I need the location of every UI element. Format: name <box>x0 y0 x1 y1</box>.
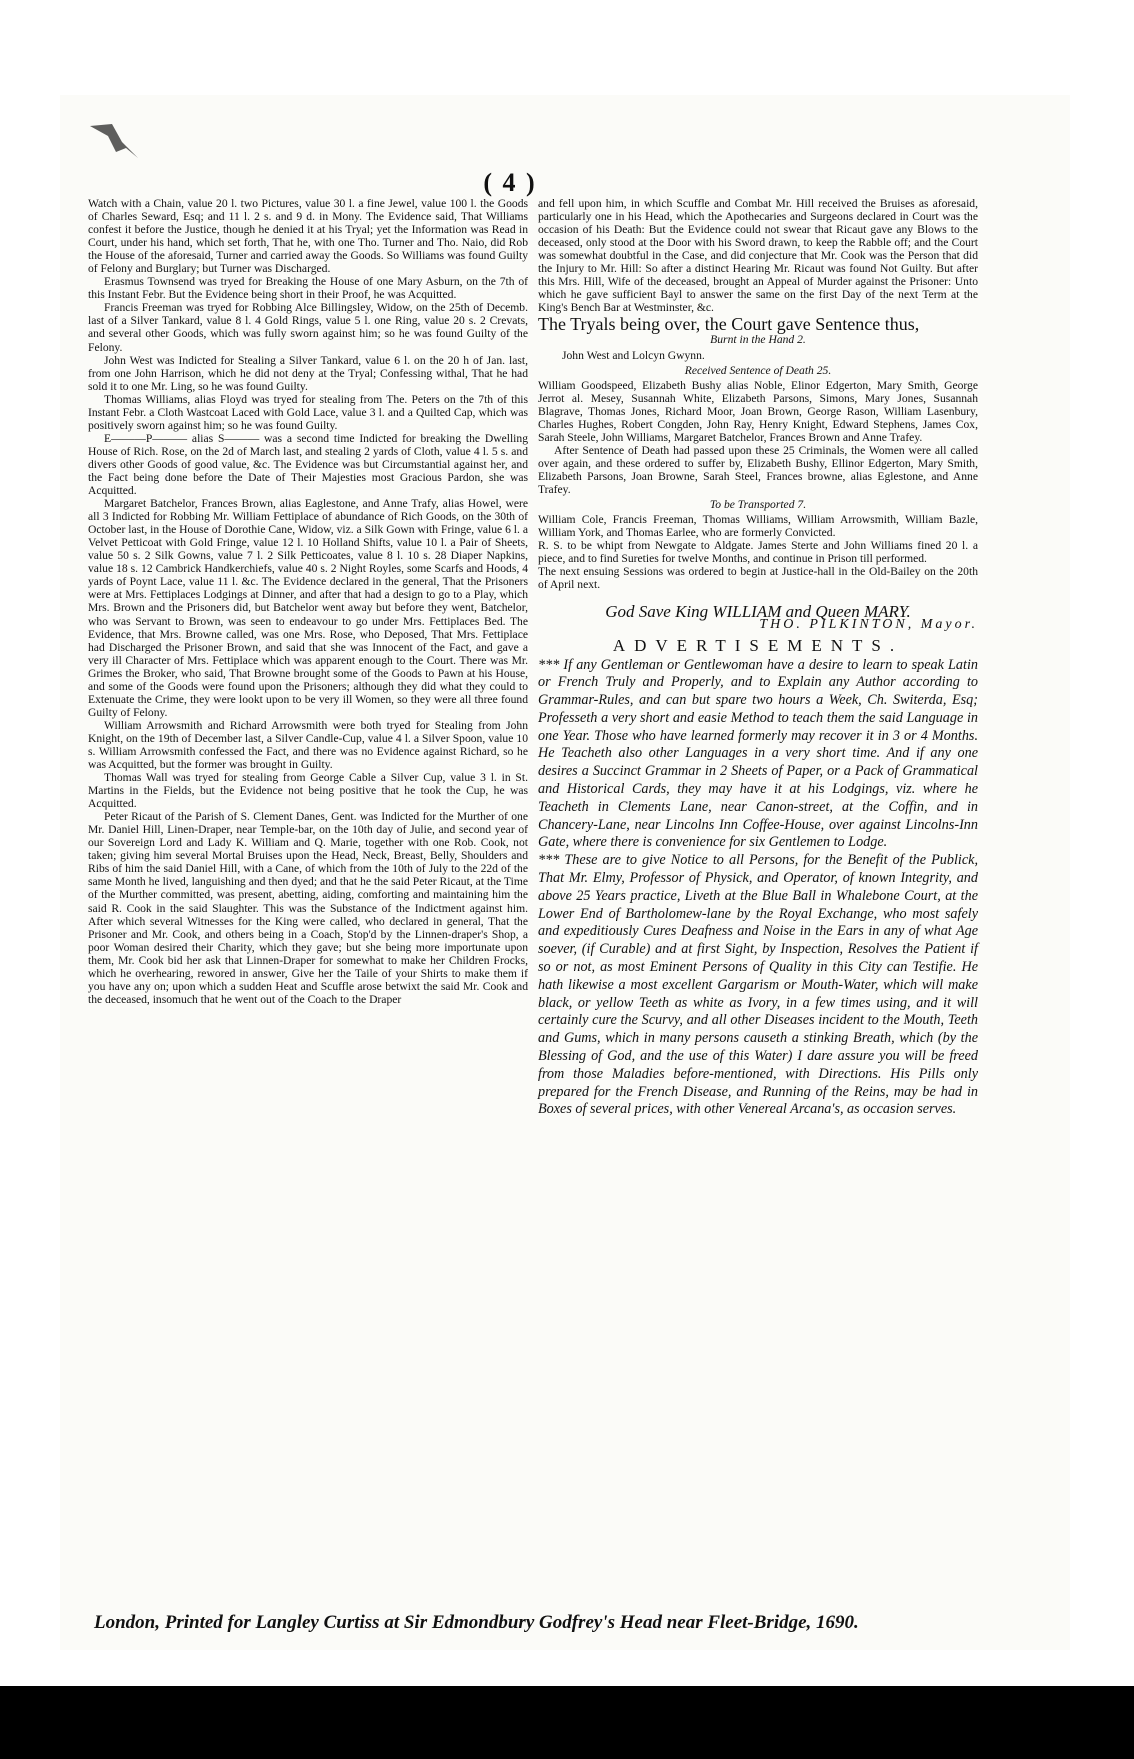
trial-report: Peter Ricaut of the Parish of S. Clement Danes, Gent. was Indicted for the Murther of one Mr. Daniel Hill, Linen-Draper, near Temple-bar, on the 10th day of Julie, and second year of our Sovereign Lord and Lady K. William and Q. Marie, together with one Rob. Cook, not taken; giving him several Mortal Bruises upon the Head, Neck, Breast, Belly, Shoulders and Ribs of him the said Daniel Hill, with a Cane, of which from the 10th of July to the 22d of the same Month he lived, languishing and then dyed; and that he the said Peter Ricaut, at the Time of the Murther committed, was present, abetting, aiding, comforting and maintaining him the said R. Cook in the said Slaughter. This was the Substance of the Indictment against him. After which several Witnesses for the King were called, who declared in general, That the Prisoner and Mr. Cook, and others being in a Coach, Stop'd by the Linnen-draper's Shop, a poor Woman desired their Charity, which they gave; but she being more importunate upon them, Mr. Cook bid her ask that Linnen-Draper for somewhat to make her Children Frocks, which he overhearing, rewored in answer, Give her the Taile of your Shirts to make them if you have any on; upon which a sudden Heat and Scuffle arose betwixt the said Mr. Cook and the deceased, insomuch that he went out of the Coach to the Draper <box>88 810 528 1006</box>
trial-report: E———P——— alias S——— was a second time Indicted for breaking the Dwelling House of Rich. Rose, on the 2d of March last, and stealing 2 yards of Cloth, value 4 l. 5 s. and divers other Goods of good value, &c. The Evidence was but Circumstantial against her, and the Fact being done before the Date of Their Majesties most Gracious Pardon, she was Acquitted. <box>88 431 528 498</box>
burnt-names: John West and Lolcyn Gwynn. <box>562 348 705 362</box>
trial-report: Thomas Williams, alias Floyd was tryed for stealing from The. Peters on the 7th of this Instant Febr. a Cloth Wastcoat Laced with Gold Lace, value 3 l. and a Quilted Cap, which was positively sworn against him; so he was found Guilty. <box>88 392 528 432</box>
trial-report-continued: Watch with a Chain, value 20 l. two Pictures, value 30 l. a fine Jewel, value 100 l. the Goods of Charles Seward, Esq; and 11 l. 2 s. and 9 d. in Mony. The Evidence said, That Williams confest it before the Justice, though he denied it at his Tryal; yet the Information was Read in Court, under his hand, which set forth, That he, with one Tho. Turner and Tho. Naio, did Rob the House of the aforesaid, Turner and carried away the Goods. So Williams was found Guilty of Felony and Burglary; but Turner was Discharged. <box>88 197 528 276</box>
trial-report: John West was Indicted for Stealing a Silver Tankard, value 6 l. on the 20 h of Jan. last, from one John Harrison, which he did not deny at the Tryal; Confessing withal, That he had sold it to one Mr. Ling, so he was found Guilty. <box>88 353 528 393</box>
advertisements-heading: ADVERTISEMENTS. <box>612 636 904 656</box>
death-names: William Goodspeed, Elizabeth Bushy alias Noble, Elinor Edgerton, Mary Smith, George Jerrot al. Mesey, Susannah White, Elizabeth Parsons, Simons, Mary Jones, Susannah Blagrave, Thomas Jones, Richard Moor, Joan Brown, George Rason, William Lasenbury, Charles Hughes, Robert Congden, John Ray, Henry Knight, Edward Stephens, James Cox, Sarah Steele, John Williams, Margaret Batchelor, Frances Brown and Anne Trafey. <box>538 378 978 444</box>
trial-report: Erasmus Townsend was tryed for Breaking the House of one Mary Asburn, on the 7th of this Instant Febr. But the Evidence being short in their Proof, he was Acquitted. <box>88 275 528 302</box>
trial-report: Thomas Wall was tryed for stealing from George Cable a Silver Cup, value 3 l. in St. Martins in the Fields, but the Evidence not being positive that he took the Cup, he was Acquitted. <box>88 771 528 811</box>
bottom-black-bar <box>0 1686 1134 1759</box>
transported-names: William Cole, Francis Freeman, Thomas Williams, William Arrowsmith, William Bazle, William York, and Thomas Earlee, who are formerly Convicted. <box>538 513 978 540</box>
advertisement-physician: *** These are to give Notice to all Persons, for the Benefit of the Publick, That Mr. Elmy, Professor of Physick, and Operator, of known Integrity, and above 25 Years practice, Liveth at the Blue Ball in Whalebone Court, at the Lower End of Bartholomew-lane by the Royal Exchange, who most safely and expeditiously Cures Deafness and Noise in the Ears in any of what Age soever, (if Curable) and at first Sight, by Inspection, Resolves the Patient if so or not, as most Eminent Persons of Quality in this City can Testifie. He hath likewise a most excellent Gargarism or Mouth-Water, which will make black, or yellow Teeth as white as Ivory, in a few times using, and it will certainly cure the Scurvy, and all other Diseases incident to the Mouth, Teeth and Gums, which in many persons causeth a stinking Breath, which (by the Blessing of God, and the use of this Water) I dare assure you will be freed from those Maladies before-mentioned, with Directions. His Pills only prepared for the French Disease, and Running of the Reins, may be had in Boxes of several prices, with other Venereal Arcana's, as occasion serves. <box>538 852 978 1118</box>
trial-report-continued: and fell upon him, in which Scuffle and Combat Mr. Hill received the Bruises as aforesaid, particularly one in his Head, which the Apothecaries and Surgeons declared in Court was the occasion of his Death: But the Evidence could not swear that Ricaut gave any Blows to the deceased, only stood at the Door with his Sword drawn, to keep the Rabble off; and the Court was somewhat doubtful in the Case, and did conjecture that Mr. Cook was the Person that did the Injury to Mr. Hill: So after a distinct Hearing Mr. Ricaut was found Not Guilty. But after this Mrs. Hill, Wife of the deceased, brought an Appeal of Murder against the Prisoner: Unto which he gave sufficient Bayl to answer the same on the first Day of the next Term at the King's Bench Bar at Westminster, &c. <box>538 197 978 315</box>
royal-blessing: God Save King WILLIAM and Queen MARY. <box>605 602 911 622</box>
page-number: ( 4 ) <box>483 168 537 197</box>
mayor-signature: THO. PILKINTON, Mayor. <box>759 617 978 633</box>
next-sessions-notice: The next ensuing Sessions was ordered to begin at Justice-hall in the Old-Bailey on the 20th of April next. <box>538 565 978 592</box>
death-heading: Received Sentence of Death 25. <box>684 363 832 377</box>
right-column <box>538 197 978 1119</box>
page-smudge <box>86 118 144 162</box>
sentence-heading: The Tryals being over, the Court gave Sentence thus, <box>538 314 920 335</box>
whipped-notice: R. S. to be whipt from Newgate to Aldgate. James Sterte and John Williams fined 20 l. a piece, and to find Sureties for twelve Months, and continue in Prison till performed. <box>538 539 978 566</box>
left-column <box>88 197 528 1006</box>
printer-imprint: London, Printed for Langley Curtiss at Sir Edmondbury Godfrey's Head near Fleet-Bridge, 1690. <box>94 1612 859 1633</box>
transported-heading: To be Transported 7. <box>709 498 807 512</box>
trial-report: Margaret Batchelor, Frances Brown, alias Eaglestone, and Anne Trafy, alias Howel, were all 3 Indicted for Robbing Mr. William Fettiplace of abundance of Rich Goods, on the 30th of October last, in the House of Dorothie Cane, Widow, viz. a Silk Gown with Fringe, value 6 l. a Velvet Petticoat with Gold Fringe, value 12 l. 10 Holland Shifts, value 10 l. a Pair of Sheets, value 50 s. 2 Silk Gowns, value 7 l. 2 Silk Petticoates, value 8 l. 10 s. 28 Diaper Napkins, value 18 s. 12 Cambrick Handkerchiefs, value 40 s. 2 Night Royles, some Scarfs and Hoods, 4 yards of Poynt Lace, value 11 l. &c. The Evidence declared in the general, That the Prisoners were at Mrs. Fettiplaces Lodgings at Dinner, and after that had a design to go to a Play, which Mrs. Brown and the Prisoners did, but Batchelor went away but before they went, Batchelor, who was Servant to Brown, was seen to endeavour to go under Mrs. Fettiplaces Bed. The Evidence, that Mrs. Browne called, was one Mrs. Rose, who Deposed, That Mrs. Fettiplace had Discharged the Prisoner Brown, and said that she was Innocent of the Fact, and gave a very ill Character of Mrs. Fettiplace which was apparent enough to the Court. There was Mr. Grimes the Broker, who said, That Browne brought some of the Goods to Pawn at his House, and some of the Goods were found upon the Prisoners; although they did what they could to Extenuate the Crime, they were lookt upon to be very ill Women, so they were all three found Guilty of Felony. <box>88 497 528 719</box>
after-sentence-notice: After Sentence of Death had passed upon these 25 Criminals, the Women were all called over again, and these ordered to suffer by, Elizabeth Bushy, Ellinor Edgerton, Mary Smith, Elizabeth Parsons, Joan Browne, Sarah Steel, Frances browne, alias Eglestone, and Anne Trafey. <box>538 443 978 496</box>
advertisement-language-tutor: *** If any Gentleman or Gentlewoman have a desire to learn to speak Latin or French Truly and Properly, and to Explain any Author according to Grammar-Rules, and can but spare two hours a Week, Ch. Switerda, Esq; Professeth a very short and easie Method to teach them the said Language in one Year. Those who have learned formerly may recover it in 3 or 4 Months. He Teacheth also other Languages in a very short time. And if any one desires a Succinct Grammar in 2 Sheets of Paper, or a Pack of Grammatical and Historical Cards, they may have it at his Lodgings, viz. where he Teacheth in Clements Lane, near Canon-street, at the Coffin, and in Chancery-Lane, near Lincolns Inn Coffee-House, over against Lincolns-Inn Gate, where there is convenience for six Gentlemen to Lodge. <box>538 656 978 851</box>
trial-report: William Arrowsmith and Richard Arrowsmith were both tryed for Stealing from John Knight, on the 19th of December last, a Silver Candle-Cup, value 4 l. a Silver Spoon, value 10 s. William Arrowsmith confessed the Fact, and there was no Evidence against Richard, so he was Acquitted, but the former was brought in Guilty. <box>88 718 528 772</box>
burnt-heading: Burnt in the Hand 2. <box>710 333 806 347</box>
trial-report: Francis Freeman was tryed for Robbing Alce Billingsley, Widow, on the 25th of Decemb. last of a Silver Tankard, value 8 l. 4 Gold Rings, value 5 l. one Ring, value 20 s. 2 Crevats, and several other Goods, which was fully sworn against him; so he was found Guilty of the Felony. <box>88 301 528 354</box>
